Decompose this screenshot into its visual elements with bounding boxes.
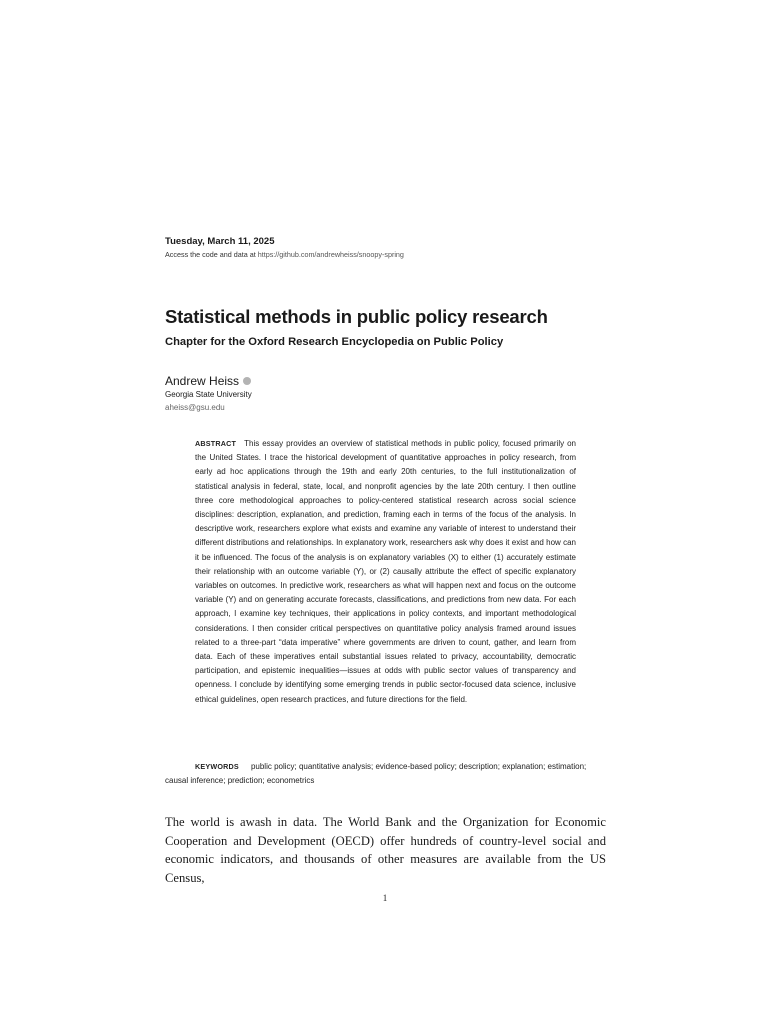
paper-subtitle: Chapter for the Oxford Research Encyclopedia on Public Policy — [165, 336, 504, 348]
access-prefix: Access the code and data at — [165, 250, 258, 259]
document-date: Tuesday, March 11, 2025 — [165, 236, 275, 247]
author-affiliation: Georgia State University — [165, 390, 252, 399]
author-email[interactable]: aheiss@gsu.edu — [165, 403, 225, 412]
keywords-label: KEYWORDS — [195, 762, 239, 771]
page-number: 1 — [382, 893, 388, 903]
body-paragraph: The world is awash in data. The World Bank and the Organization for Economic Cooperation and Development (OECD) offer hundreds of country-level social and economic indicators, and thousands of other measures are available from the US Census, — [165, 815, 606, 885]
keywords — [165, 760, 606, 788]
abstract-label: ABSTRACT — [195, 439, 237, 448]
abstract — [195, 437, 576, 707]
author-line — [165, 374, 251, 388]
access-note — [165, 250, 404, 259]
keywords-text: public policy; quantitative analysis; evidence-based policy; description; explanation; estimation; causal inference; prediction; econometrics — [165, 762, 587, 786]
orcid-icon[interactable] — [243, 377, 251, 385]
abstract-text: This essay provides an overview of statistical methods in public policy, focused primarily on the United States. I trace the historical development of quantitative approaches in policy research, from early ad hoc applications through the 19th and early 20th centuries, to the full institutionalization of statistical analysis in federal, state, local, and nonprofit agencies by the late 20th century. I then outline three core methodological approaches to policy-centered statistical research across social science disciplines: description, explanation, and prediction, framing each in terms of the focus of the analysis. In descriptive work, researchers explore what exists and examine any variable of interest to understand their different distributions and relationships. In explanatory work, researchers ask why does it exist and how can it be influenced. The focus of the analysis is on explanatory variables (X) to either (1) accurately estimate their relationship with an outcome variable (Y), or (2) causally attribute the effect of specific explanatory variables on outcomes. In predictive work, researchers as what will happen next and focus on the outcome variable (Y) and on generating accurate forecasts, classifications, and predictions from new data. For each approach, I examine key techniques, their applications in policy contexts, and important methodological considerations. I then consider critical perspectives on quantitative policy analysis framed around issues related to a three-part “data imperative” where governments are driven to count, gather, and learn from data. Each of these imperatives entail substantial issues related to privacy, accountability, democratic participation, and epistemic inequalities—issues at odds with public sector values of transparency and openness. I conclude by identifying some emerging trends in public sector-focused data science, inclusive ethical guidelines, open research practices, and future directions for the field. — [195, 439, 576, 704]
paper-title: Statistical methods in public policy research — [165, 306, 548, 327]
access-url-link[interactable]: https://github.com/andrewheiss/snoopy-spring — [257, 250, 404, 259]
author-name: Andrew Heiss — [165, 374, 240, 388]
